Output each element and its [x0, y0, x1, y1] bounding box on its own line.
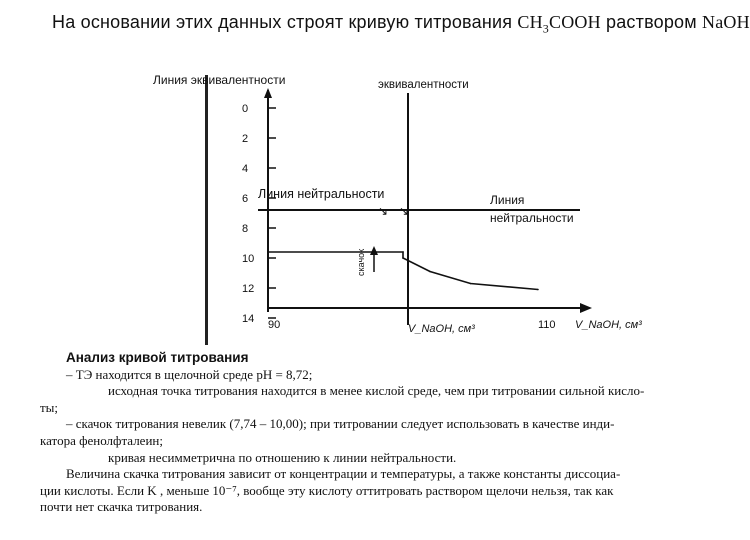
- analysis-item-4: кривая несимметрична по отношению к линии нейтральности.: [108, 449, 457, 465]
- y-tick-label: 6: [242, 193, 249, 205]
- label-equivalence-top: Линия эквивалентности: [153, 73, 286, 87]
- analysis-para-1: Величина скачка титрования зависит от концентрации и температуры, а также константы диссоциа-: [66, 466, 621, 482]
- page-title: [52, 12, 750, 37]
- analysis-item-3b: катора фенолфталеин;: [40, 432, 163, 448]
- title-middle: раствором: [606, 12, 697, 32]
- label-neutral-left: Линия нейтральности: [258, 187, 385, 201]
- neutral-arrow-right: ↘: [399, 204, 410, 218]
- curve-point: [537, 289, 539, 291]
- curve-point: [267, 251, 269, 253]
- label-neutral-right-2: нейтральности: [490, 211, 574, 225]
- titration-curve: [267, 248, 539, 290]
- analysis-item-3a: – скачок титрования невелик (7,74 – 10,00); при титровании следует использовать в качестве инди-: [66, 416, 615, 432]
- x-tick-110: 110: [538, 319, 556, 331]
- formula-subscript: 3: [542, 21, 549, 36]
- label-neutral-right-1: Линия: [490, 193, 525, 207]
- formula-cooh: COOH: [548, 12, 601, 32]
- neutral-arrow-left: ↘: [378, 204, 389, 218]
- formula-naoh: NaOH: [702, 12, 750, 32]
- y-ticks: [242, 103, 276, 325]
- curve-point: [402, 257, 404, 259]
- formula-ch: CH: [517, 12, 543, 32]
- y-axis-arrow: [264, 88, 272, 98]
- formula-acetic-acid: [517, 12, 601, 36]
- title-text: На основании этих данных строят кривую титрования: [52, 12, 513, 32]
- analysis-heading: Анализ кривой титрования: [66, 350, 249, 365]
- y-tick-label: 8: [242, 223, 249, 235]
- y-tick-label: 12: [242, 283, 255, 295]
- curve-point: [470, 283, 472, 285]
- label-equivalence-right: эквивалентности: [378, 79, 469, 91]
- analysis-section: [40, 350, 710, 516]
- label-jump: скачок: [356, 248, 366, 276]
- x-axis-arrow: [580, 303, 592, 313]
- analysis-item-2a: исходная точка титрования находится в менее кислой среде, чем при титровании сильной кисло-: [108, 383, 645, 399]
- y-tick-label: 4: [242, 163, 249, 175]
- x-tick-90: 90: [268, 319, 281, 331]
- analysis-item-1: – ТЭ находится в щелочной среде pH = 8,72;: [66, 366, 313, 382]
- curve-point: [429, 271, 431, 273]
- y-tick-label: 14: [242, 313, 255, 325]
- analysis-para-2: ции кислоты. Если K , меньше 10⁻⁷, вообще эту кислоту оттитровать раствором щелочи нельзя, так как: [40, 482, 614, 498]
- y-tick-label: 2: [242, 133, 249, 145]
- analysis-para-3: почти нет скачка титрования.: [40, 499, 203, 515]
- analysis-item-2b: ты;: [40, 399, 59, 415]
- y-tick-label: 0: [242, 103, 249, 115]
- x-label-mid: V_NaOH, см³: [408, 323, 475, 335]
- titration-chart: [150, 60, 650, 345]
- chart-svg: [150, 60, 650, 345]
- x-label-right: V_NaOH, см³: [575, 319, 642, 331]
- y-tick-label: 10: [242, 253, 255, 265]
- curve-point: [402, 251, 404, 253]
- jump-arrow-head: [370, 246, 378, 255]
